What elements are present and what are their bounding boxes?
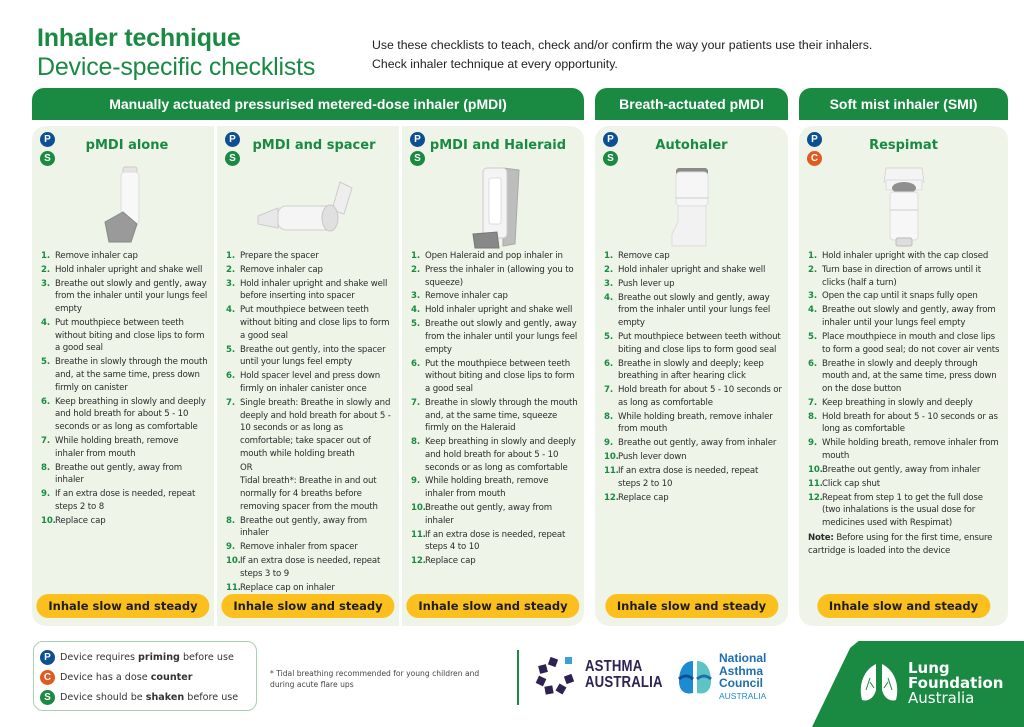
asthma-australia-logo: ASTHMA AUSTRALIA: [535, 655, 676, 695]
step-item: 4. Hold inhaler upright and shake well: [411, 305, 573, 316]
shaken-badge-icon: S: [40, 690, 55, 705]
priming-badge-icon: P: [807, 132, 822, 147]
steps-list: [604, 250, 782, 506]
step-item: 7. While holding breath, remove inhaler from mouth: [41, 435, 179, 459]
step-item: 12. Repeat from step 1 to get the full dose (two inhalations is the usual dose for medicines used with Respimat): [808, 492, 983, 529]
step-item: 6. Put the mouthpiece between teeth without biting and close lips to form a good seal: [411, 358, 575, 394]
step-item: 3. Remove inhaler cap: [411, 291, 508, 302]
step-item: 4. Put mouthpiece between teeth without biting and close lips to form a good seal: [226, 305, 390, 341]
step-item: 1. Remove inhaler cap: [41, 251, 138, 261]
step-item: 8. Keep breathing in slowly and deeply and hold breath for about 5 - 10 seconds or as long as comfortable: [411, 437, 576, 473]
lung-leaf-icon: [856, 660, 902, 706]
step-item: 11. If an extra dose is needed, repeat steps 4 to 10: [411, 529, 566, 553]
national-asthma-council-logo: National Asthma Council AUSTRALIA: [677, 652, 766, 702]
steps-list: [226, 250, 393, 596]
priming-badge-icon: P: [225, 132, 240, 147]
step-item: 9. While holding breath, remove inhaler from mouth: [411, 476, 549, 500]
step-item: 12. Replace cap: [604, 492, 669, 503]
step-item: 2. Press the inhaler in (allowing you to squeeze): [411, 264, 574, 288]
step-item: 1. Remove cap: [604, 251, 670, 261]
step-item: 11. Replace cap on inhaler: [226, 582, 335, 593]
legend-counter: C Device has a dose counter: [40, 667, 250, 687]
step-item: 5. Put mouthpiece between teeth without biting and close lips to form good seal: [604, 331, 781, 355]
step-item: 3. Open the cap until it snaps fully open: [808, 291, 978, 302]
step-item: 2. Remove inhaler cap: [226, 264, 323, 275]
step-item: 2. Hold inhaler upright and shake well: [604, 264, 766, 275]
column-respimat: [799, 126, 1008, 626]
counter-badge-icon: C: [40, 670, 55, 685]
tidal-breathing-footnote: * Tidal breathing recommended for young children and during acute flare ups: [270, 669, 480, 689]
column-title: pMDI and spacer: [252, 138, 376, 153]
inhale-slow-steady-pill: Inhale slow and steady: [36, 594, 209, 618]
step-item: 10. Breathe out gently, away from inhaler: [808, 464, 981, 475]
step-item: 3. Push lever up: [604, 278, 675, 289]
step-item: 6. Hold spacer level and press down firmly on inhaler canister once: [226, 371, 380, 394]
step-item: 7. Single breath: Breathe in slowly and deeply and hold breath for about 5 - 10 seconds or as long as comfortable; take spacer out of mouth while holding breath: [226, 397, 391, 459]
column-autohaler: [595, 126, 788, 626]
step-item: 9. Remove inhaler from spacer: [226, 542, 358, 553]
counter-badge-icon: C: [807, 151, 822, 166]
step-item: 6. Keep breathing in slowly and deeply and hold breath for about 5 - 10 seconds or as long as comfortable: [41, 396, 206, 433]
group-header-pmdi: Manually actuated pressurised metered-dose inhaler (pMDI): [32, 88, 584, 120]
column-title: pMDI and Haleraid: [429, 138, 567, 153]
steps-list: [41, 250, 208, 529]
step-item: 8. Breathe out gently, away from inhaler: [226, 515, 367, 539]
legend-shaken: S Device should be shaken before use: [40, 687, 250, 707]
group-header-breath-actuated: Breath-actuated pMDI: [595, 88, 788, 120]
haleraid-inhaler-icon: [453, 164, 533, 250]
title-line-1: Inhaler technique: [37, 24, 241, 52]
step-item: 2. Turn base in direction of arrows until it clicks (half a turn): [808, 264, 982, 288]
shaken-badge-icon: S: [225, 151, 240, 166]
step-item: 7. Breathe in slowly through the mouth and, at the same time, squeeze firmly on the Haleraid: [411, 397, 578, 434]
legend-priming: P Device requires priming before use: [40, 647, 250, 667]
badge-legend: [33, 641, 257, 711]
lung-foundation-logo: Lung Foundation Australia: [856, 660, 1003, 706]
step-item: 5. Breathe out slowly and gently, away from the inhaler until your lungs feel empty: [411, 319, 578, 355]
step-item: 10. Push lever down: [604, 452, 687, 463]
lungs-mark-icon: [677, 657, 713, 697]
step-item: Tidal breath*: Breathe in and out normally for 4 breaths before removing spacer from the mouth: [240, 476, 378, 512]
step-item: 5. Place mouthpiece in mouth and close lips to form a good seal; do not cover air vents: [808, 331, 1000, 355]
step-item: 7. Hold breath for about 5 - 10 seconds or as long as comfortable: [604, 385, 782, 408]
column-title: Autohaler: [655, 138, 728, 153]
column-title: Respimat: [869, 138, 938, 153]
intro-text: [372, 36, 872, 74]
step-item: 3. Hold inhaler upright and shake well before inserting into spacer: [226, 278, 388, 302]
step-item: 4. Breathe out slowly and gently, away from the inhaler until your lungs feel empty: [604, 292, 771, 329]
priming-badge-icon: P: [603, 132, 618, 147]
group-header-smi: Soft mist inhaler (SMI): [799, 88, 1008, 120]
step-item: 10. Replace cap: [41, 515, 106, 526]
step-item: 5. Breathe out gently, into the spacer until your lungs feel empty: [226, 344, 386, 368]
step-item: 8. Hold breath for about 5 - 10 seconds or as long as comfortable: [808, 411, 998, 435]
step-item: OR: [240, 462, 253, 473]
inhale-slow-steady-pill: Inhale slow and steady: [817, 594, 990, 618]
title-line-2: Device-specific checklists: [37, 53, 316, 81]
column-pmdi-spacer: [217, 126, 399, 626]
intro-line-1: Use these checklists to teach, check and/or confirm the way your patients use their inhalers.: [372, 38, 873, 52]
step-item: 9. Breathe out gently, away from inhaler: [604, 438, 777, 449]
step-item: 12. Replace cap: [411, 556, 476, 567]
step-item: 4. Put mouthpiece between teeth without biting and close lips to form a good seal: [41, 318, 205, 354]
step-item: 2. Hold inhaler upright and shake well: [41, 264, 203, 275]
priming-badge-icon: P: [40, 132, 55, 147]
step-item: 4. Breathe out slowly and gently, away from inhaler until your lungs feel empty: [808, 305, 996, 329]
inhale-slow-steady-pill: Inhale slow and steady: [406, 594, 579, 618]
step-item: 1. Prepare the spacer: [226, 251, 319, 261]
shaken-badge-icon: S: [40, 151, 55, 166]
page-title: [37, 24, 315, 82]
respimat-note: Note: Before using for the first time, ensure cartridge is loaded into the device: [808, 532, 993, 556]
steps-list: [808, 250, 1002, 558]
step-item: 1. Open Haleraid and pop inhaler in: [411, 251, 563, 261]
asthma-australia-mark-icon: [535, 655, 575, 695]
step-item: 3. Breathe out slowly and gently, away from the inhaler until your lungs feel empty: [41, 278, 208, 315]
priming-badge-icon: P: [410, 132, 425, 147]
step-item: 7. Keep breathing in slowly and deeply: [808, 397, 973, 408]
shaken-badge-icon: S: [603, 151, 618, 166]
logo-divider: [517, 650, 519, 705]
inhale-slow-steady-pill: Inhale slow and steady: [221, 594, 394, 618]
step-item: 8. Breathe out gently, away from inhaler: [41, 462, 182, 486]
priming-badge-icon: P: [40, 650, 55, 665]
column-title: pMDI alone: [85, 138, 169, 153]
step-item: 8. While holding breath, remove inhaler from mouth: [604, 411, 773, 435]
step-item: 11. If an extra dose is needed, repeat steps 2 to 10: [604, 466, 759, 489]
inhale-slow-steady-pill: Inhale slow and steady: [605, 594, 778, 618]
step-item: 9. While holding breath, remove inhaler from mouth: [808, 438, 999, 462]
pmdi-inhaler-icon: [83, 164, 163, 244]
respimat-icon: [874, 164, 934, 250]
step-item: 6. Breathe in slowly and deeply; keep breathing in after hearing click: [604, 358, 764, 382]
step-item: 1. Hold inhaler upright with the cap closed: [808, 251, 989, 261]
step-item: 6. Breathe in slowly and deeply through mouth and, at the same time, press down on the dose button: [808, 358, 997, 394]
step-item: 11. Click cap shut: [808, 478, 881, 489]
step-item: 9. If an extra dose is needed, repeat steps 2 to 8: [41, 489, 196, 512]
autohaler-icon: [662, 164, 722, 250]
intro-line-2: Check inhaler technique at every opportunity.: [372, 57, 618, 71]
step-item: 10. Breathe out gently, away from inhaler: [411, 503, 552, 526]
column-pmdi-haleraid: [402, 126, 584, 626]
column-pmdi-alone: [32, 126, 214, 626]
shaken-badge-icon: S: [410, 151, 425, 166]
steps-list: [411, 250, 578, 569]
step-item: 5. Breathe in slowly through the mouth and, at the same time, press down firmly on canister: [41, 357, 208, 393]
spacer-inhaler-icon: [248, 164, 368, 244]
step-item: 10. If an extra dose is needed, repeat steps 3 to 9: [226, 556, 381, 579]
